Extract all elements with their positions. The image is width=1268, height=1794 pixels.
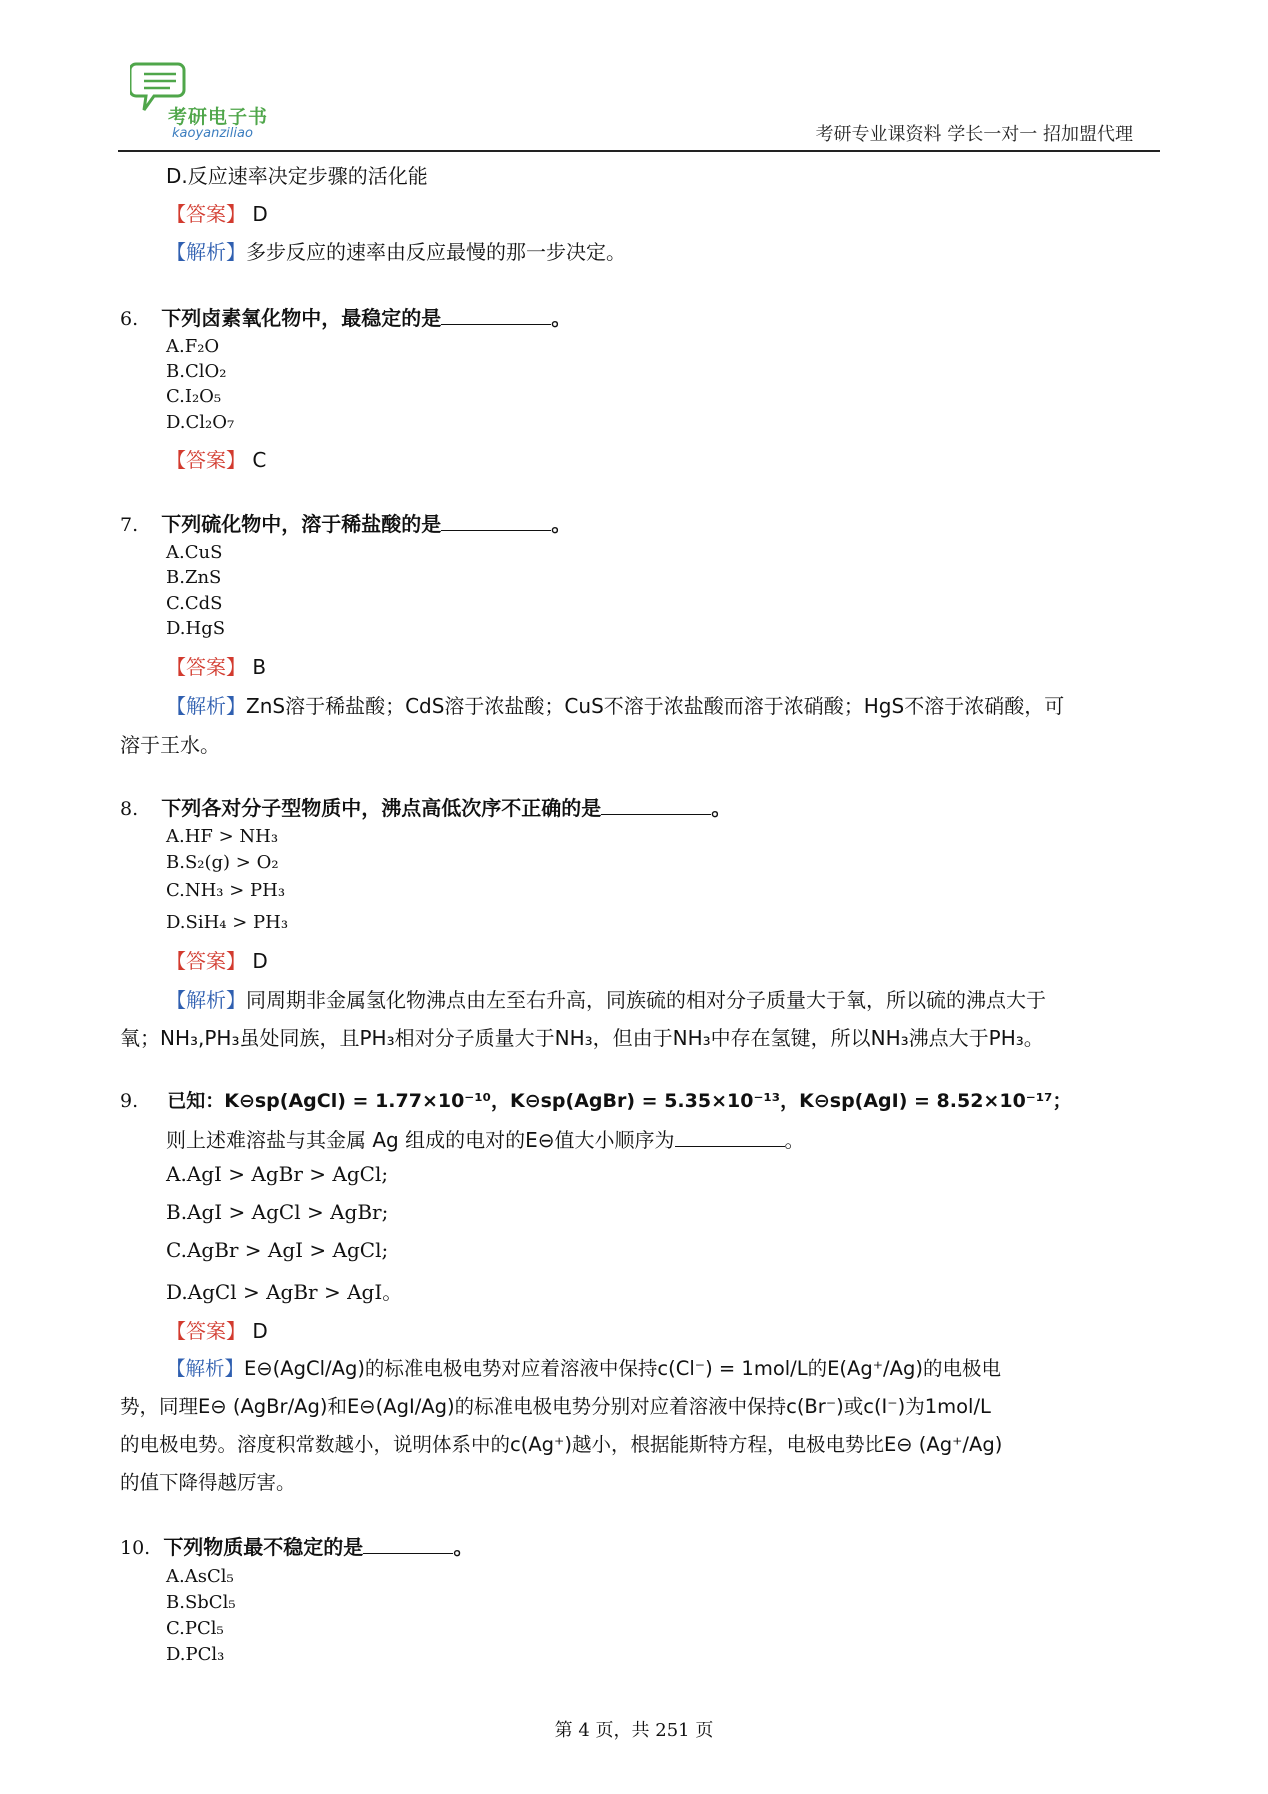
q7-explanation-text1: ZnS溶于稀盐酸；CdS溶于浓盐酸；CuS不溶于浓盐酸而溶于浓硝酸；HgS不溶于浓硝酸，可 (246, 694, 1065, 718)
q9-answer-row (166, 1315, 268, 1344)
q7-answer-row (166, 651, 266, 680)
q8-stem (120, 792, 731, 821)
q6-option-d: D.Cl₂O₇ (166, 412, 235, 433)
q8-end: 。 (711, 796, 732, 820)
answer-tag: 【答案】 (166, 448, 246, 472)
answer-blank (441, 306, 551, 325)
q10-stem (120, 1531, 473, 1560)
header-slogan: 考研专业课资料 学长一对一 招加盟代理 (815, 124, 1133, 145)
q6-text: 下列卤素氧化物中，最稳定的是 (161, 306, 442, 330)
q7-option-a: A.CuS (166, 542, 223, 563)
q5-answer: D (252, 202, 268, 226)
q8-answer: D (252, 949, 268, 973)
logo-brand: 考研电子书 (168, 106, 269, 128)
q9-number: 9. (120, 1090, 139, 1112)
q6-answer-row (166, 444, 266, 473)
q9-end: 。 (784, 1128, 805, 1152)
explanation-tag: 【解析】 (166, 240, 246, 264)
q10-number: 10. (120, 1537, 151, 1559)
explanation-tag: 【解析】 (166, 694, 246, 718)
page-number: 第 4 页，共 251 页 (554, 1720, 714, 1741)
q7-option-d: D.HgS (166, 618, 226, 639)
q5-answer-row (166, 198, 268, 227)
q7-option-b: B.ZnS (166, 567, 222, 588)
answer-tag: 【答案】 (166, 949, 246, 973)
answer-tag: 【答案】 (166, 202, 246, 226)
q9-explanation-text1: E⊖(AgCl/Ag)的标准电极电势对应着溶液中保持c(Cl⁻) = 1mol/L的E(Ag⁺/Ag)的电极电 (244, 1357, 1001, 1380)
q5-explanation-row (166, 236, 626, 265)
q8-explanation-line1 (166, 984, 1046, 1013)
q8-option-d: D.SiH₄ > PH₃ (166, 912, 289, 933)
q6-option-b: B.ClO₂ (166, 361, 227, 382)
q7-text: 下列硫化物中，溶于稀盐酸的是 (161, 512, 442, 536)
answer-blank (363, 1535, 453, 1554)
q7-answer: B (252, 655, 267, 679)
q5-explanation: 多步反应的速率由反应最慢的那一步决定。 (246, 240, 626, 264)
answer-tag: 【答案】 (166, 655, 246, 679)
answer-blank (675, 1128, 785, 1147)
q8-explanation-text1: 同周期非金属氢化物沸点由左至右升高，同族硫的相对分子质量大于氧，所以硫的沸点大于 (246, 988, 1046, 1012)
logo-subtitle: kaoyanziliao (172, 126, 253, 141)
q6-end: 。 (551, 306, 572, 330)
q9-text-line1: 已知：K⊖sp(AgCl) = 1.77×10⁻¹⁰，K⊖sp(AgBr) = 5.35×10⁻¹³，K⊖sp(AgI) = 8.52×10⁻¹⁷； (167, 1090, 1072, 1112)
q10-end: 。 (453, 1535, 474, 1559)
q9-explanation-line3: 的电极电势。溶度积常数越小，说明体系中的c(Ag⁺)越小，根据能斯特方程，电极电势比E⊖ (Ag⁺/Ag) (120, 1433, 1003, 1456)
q8-answer-row (166, 945, 268, 974)
q9-option-c: C.AgBr > AgI > AgCl; (166, 1238, 389, 1262)
q8-option-b: B.S₂(g) > O₂ (166, 852, 279, 873)
q6-option-c: C.I₂O₅ (166, 386, 222, 407)
q8-explanation-line2: 氧；NH₃,PH₃虽处同族，且PH₃相对分子质量大于NH₃，但由于NH₃中存在氢键，所以NH₃沸点大于PH₃。 (120, 1026, 1044, 1050)
answer-tag: 【答案】 (166, 1319, 246, 1343)
q9-option-a: A.AgI > AgBr > AgCl; (166, 1162, 389, 1186)
header-divider (118, 150, 1160, 152)
q7-end: 。 (551, 512, 572, 536)
logo (130, 58, 290, 150)
q6-stem (120, 302, 571, 331)
q9-explanation-line4: 的值下降得越厉害。 (120, 1471, 296, 1494)
q6-option-a: A.F₂O (166, 336, 220, 357)
q6-number: 6. (120, 308, 139, 330)
q7-stem (120, 508, 571, 537)
q7-option-c: C.CdS (166, 593, 223, 614)
q9-explanation-line2: 势，同理E⊖ (AgBr/Ag)和E⊖(AgI/Ag)的标准电极电势分别对应着溶液中保持c(Br⁻)或c(I⁻)为1mol/L (120, 1395, 991, 1418)
q10-option-a: A.AsCl₅ (166, 1566, 234, 1587)
answer-blank (441, 512, 551, 531)
q8-text: 下列各对分子型物质中，沸点高低次序不正确的是 (161, 796, 602, 820)
q9-explanation-line1 (166, 1353, 1001, 1381)
q6-answer: C (252, 448, 267, 472)
q9-stem-line2 (166, 1124, 805, 1153)
q10-option-b: B.SbCl₅ (166, 1592, 236, 1613)
q8-number: 8. (120, 798, 139, 820)
q10-option-d: D.PCl₃ (166, 1644, 225, 1665)
q10-text: 下列物质最不稳定的是 (163, 1535, 364, 1559)
q7-explanation-line1 (166, 690, 1064, 719)
q9-text-line2: 则上述难溶盐与其金属 Ag 组成的电对的E⊖值大小顺序为 (166, 1128, 675, 1152)
q10-option-c: C.PCl₅ (166, 1618, 224, 1639)
q8-option-c: C.NH₃ > PH₃ (166, 880, 286, 901)
q5-option-d: D.反应速率决定步骤的活化能 (166, 164, 428, 188)
q7-explanation-line2: 溶于王水。 (120, 733, 220, 757)
q9-answer: D (252, 1319, 268, 1343)
answer-blank (601, 796, 711, 815)
q9-option-d: D.AgCl > AgBr > AgI。 (166, 1280, 403, 1304)
q9-stem-line1 (120, 1086, 1071, 1113)
q8-option-a: A.HF > NH₃ (166, 826, 279, 847)
explanation-tag: 【解析】 (166, 988, 246, 1012)
q9-option-b: B.AgI > AgCl > AgBr; (166, 1200, 389, 1224)
q7-number: 7. (120, 514, 139, 536)
explanation-tag: 【解析】 (166, 1357, 245, 1380)
